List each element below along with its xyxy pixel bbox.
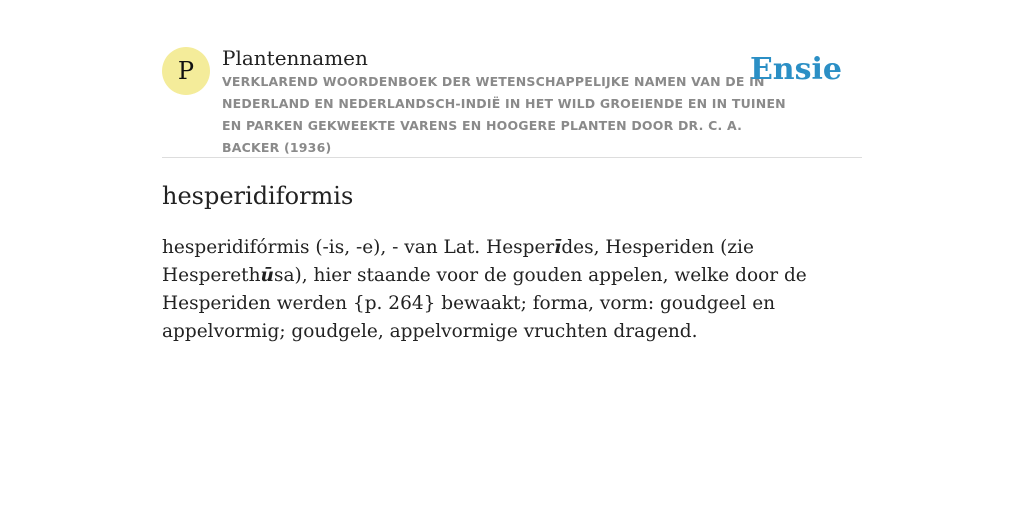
dictionary-avatar[interactable]: P: [162, 47, 210, 95]
dictionary-header: [162, 40, 862, 158]
entry-text-part: des, Hesperiden (zie Hespereth: [162, 237, 754, 286]
entry-text-part: sa), hier staande voor de gouden appelen, welke door de Hesperiden werden {p. 264} bewaakt; forma, vorm: goudgeel en appelvormig; goudgele, appelvormige vruchten dragend.: [162, 265, 807, 342]
entry-text-part: hesperidifórmis (-is, -e), - van Lat. Hesper: [162, 237, 555, 258]
dictionary-subtitle: VERKLAREND WOORDENBOEK DER WETENSCHAPPELIJKE NAMEN VAN DE IN NEDERLAND EN NEDERLANDSCH-INDIË IN HET WILD GROEIENDE EN IN TUINEN EN PARKEN GEKWEEKTE VARENS EN HOOGERE PLANTEN DOOR DR. C. A. BACKER (1936): [222, 74, 786, 155]
dictionary-card: [162, 40, 862, 342]
ensie-logo-link[interactable]: Ensie: [749, 52, 842, 87]
entry-text-emphasis: ū: [260, 265, 274, 286]
entry-title: hesperidiformis: [162, 182, 354, 210]
entry-body: [162, 234, 862, 346]
dictionary-title[interactable]: Plantennamen: [222, 46, 368, 70]
entry-text-emphasis: ī: [554, 237, 562, 258]
